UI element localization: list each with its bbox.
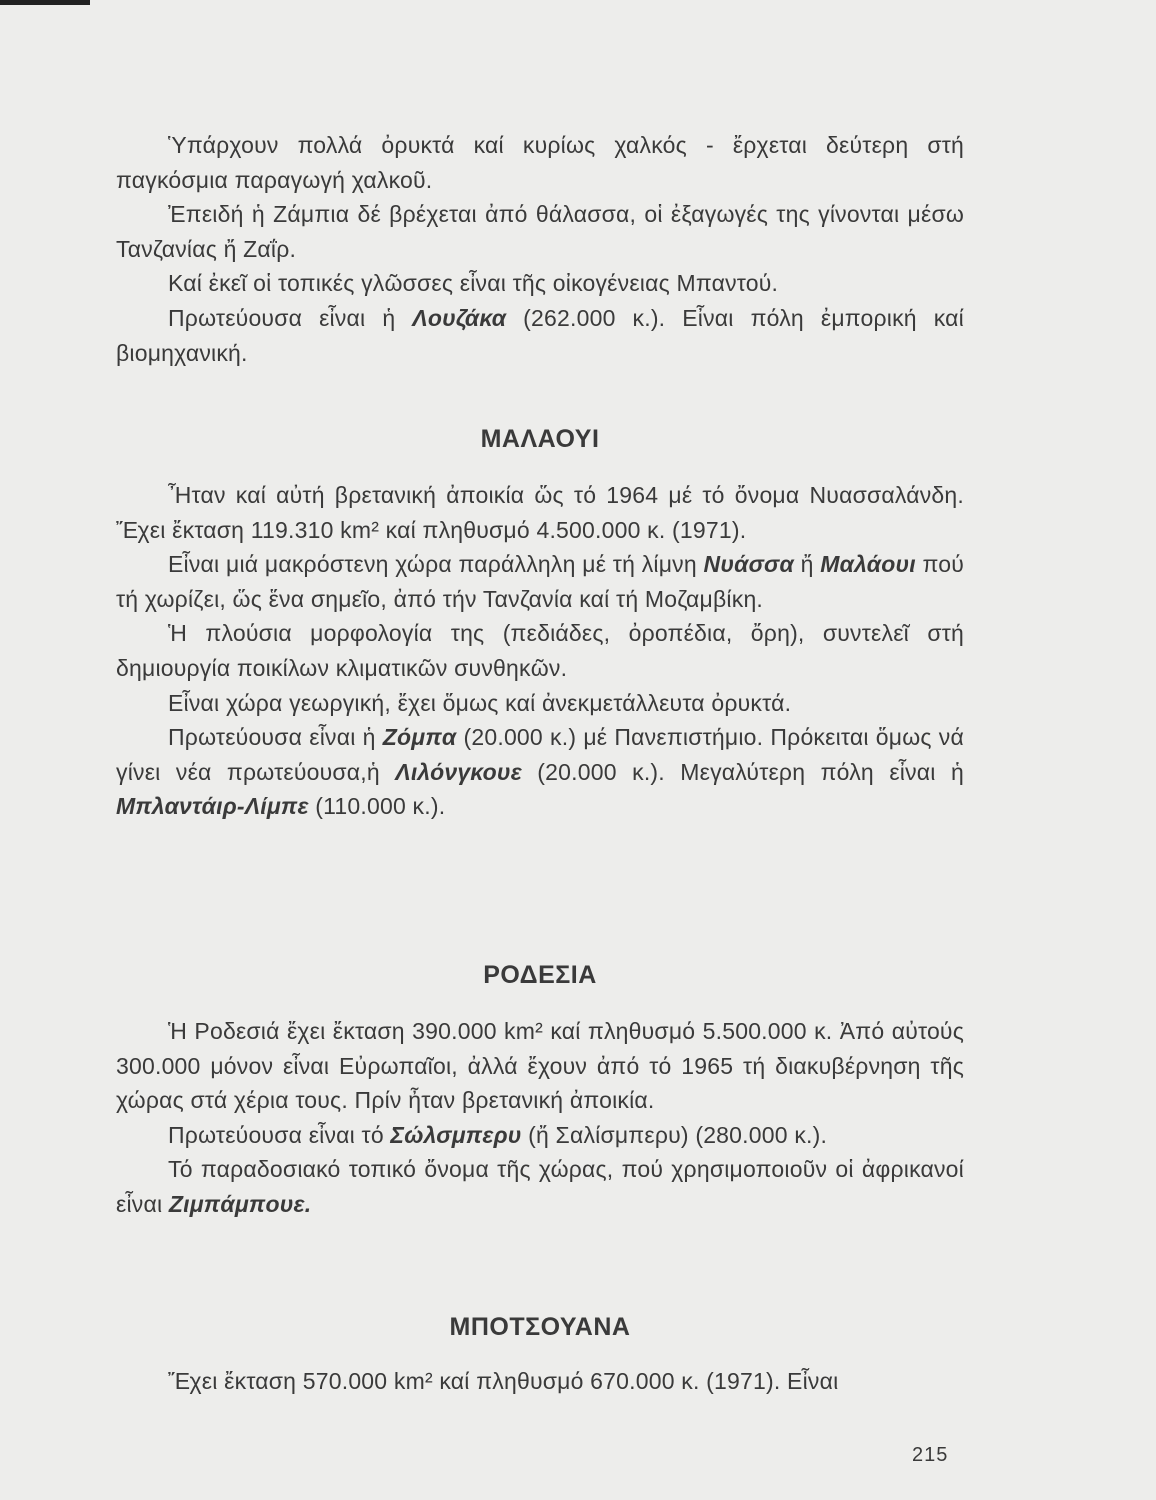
malawi-text [116,478,964,824]
zambia-minerals-paragraph: Ὑπάρχουν πολλά ὀρυκτά καί κυρίως χαλκός - ἔρχεται δεύτερη στή παγκόσμια παραγωγή χαλκοῦ. [116,132,964,193]
blantyre-limbe-city-name: Μπλαντάιρ-Λίμπε [116,793,309,820]
zambia-capital-paragraph: Πρωτεύουσα εἶναι ἡ Λουζάκα (262.000 κ.). Εἶναι πόλη ἐμπορική καί βιομηχανική. [116,304,964,366]
botswana-heading: ΜΠΟΤΣΟΥΑΝΑ [449,1313,631,1341]
malawi-cities-paragraph: Πρωτεύουσα εἶναι ἡ Ζόμπα (20.000 κ.) μέ Πανεπιστήμιο. Πρόκειται ὅμως νά γίνει νέα πρωτεύουσα,ἡ Λιλόνγκουε (20.000 κ.). Μεγαλύτερη πόλη εἶναι ἡ Μπλαντάιρ-Λίμπε (110.000 κ.). [116,724,965,820]
lake-nyasa-name: Νυάσσα [703,551,794,578]
zimbabwe-name: Ζιμπάμπουε. [168,1190,312,1217]
lilongwe-city-name: Λιλόνγκουε [395,758,522,785]
malawi-heading: ΜΑΛΑΟΥΙ [480,425,600,453]
page-number: 215 [912,1444,949,1466]
malawi-climate-paragraph: Ἡ πλούσια μορφολογία της (πεδιάδες, ὀροπέδια, ὄρη), συντελεῖ στή δημιουργία ποικίλων κλιματικῶν συνθηκῶν. [116,620,964,681]
malawi-history-paragraph: Ἦταν καί αὐτή βρετανική ἀποικία ὥς τό 1964 μέ τό ὄνομα Νυασσαλάνδη. Ἔχει ἔκταση 119.310 km² καί πληθυσμό 4.500.000 κ. (1971). [116,482,964,543]
botswana-area-paragraph: Ἔχει ἔκταση 570.000 km² καί πληθυσμό 670.000 κ. (1971). Εἶναι [168,1368,839,1394]
lake-malawi-name: Μαλάουι [820,551,916,578]
zambia-text [116,128,964,370]
rhodesia-text [116,1014,964,1222]
lusaka-city-name: Λουζάκα [412,304,507,331]
scan-edge-mark [0,0,90,5]
zambia-languages-paragraph: Καί ἐκεῖ οἱ τοπικές γλῶσσες εἶναι τῆς οἰκογένειας Μπαντού. [168,270,779,297]
malawi-geography-paragraph: Εἶναι μιά μακρόστενη χώρα παράλληλη μέ τή λίμνη Νυάσσα ἤ Μαλάουι πού τή χωρίζει, ὥς ἕνα σημεῖο, ἀπό τήν Τανζανία καί τή Μοζαμβίκη. [116,551,965,612]
zomba-city-name: Ζόμπα [382,724,457,751]
salisbury-city-name: Σώλσμπερυ [390,1121,522,1148]
rhodesia-native-name-paragraph: Τό παραδοσιακό τοπικό ὄνομα τῆς χώρας, πού χρησιμοποιοῦν οἱ ἀφρικανοί εἶναι Ζιμπάμπουε. [116,1156,964,1217]
rhodesia-heading: ΡΟΔΕΣΙΑ [483,961,597,989]
zambia-exports-paragraph: Ἐπειδή ἡ Ζάμπια δέ βρέχεται ἀπό θάλασσα, οἱ ἐξαγωγές της γίνονται μέσω Τανζανίας ἤ Ζαΐρ. [116,201,964,262]
malawi-economy-paragraph: Εἶναι χώρα γεωργική, ἔχει ὅμως καί ἀνεκμετάλλευτα ὀρυκτά. [168,689,792,716]
botswana-text [116,1364,964,1399]
rhodesia-capital-paragraph: Πρωτεύουσα εἶναι τό Σώλσμπερυ (ἤ Σαλίσμπερυ) (280.000 κ.). [168,1121,828,1148]
rhodesia-population-paragraph: Ἡ Ροδεσιά ἔχει ἔκταση 390.000 km² καί πληθυσμό 5.500.000 κ. Ἀπό αὐτούς 300.000 μόνον εἶναι Εὐρωπαῖοι, ἀλλά ἔχουν ἀπό τό 1965 τή διακυβέρνηση τῆς χώρας στά χέρια τους. Πρίν ἦταν βρετανική ἀποικία. [116,1018,964,1114]
